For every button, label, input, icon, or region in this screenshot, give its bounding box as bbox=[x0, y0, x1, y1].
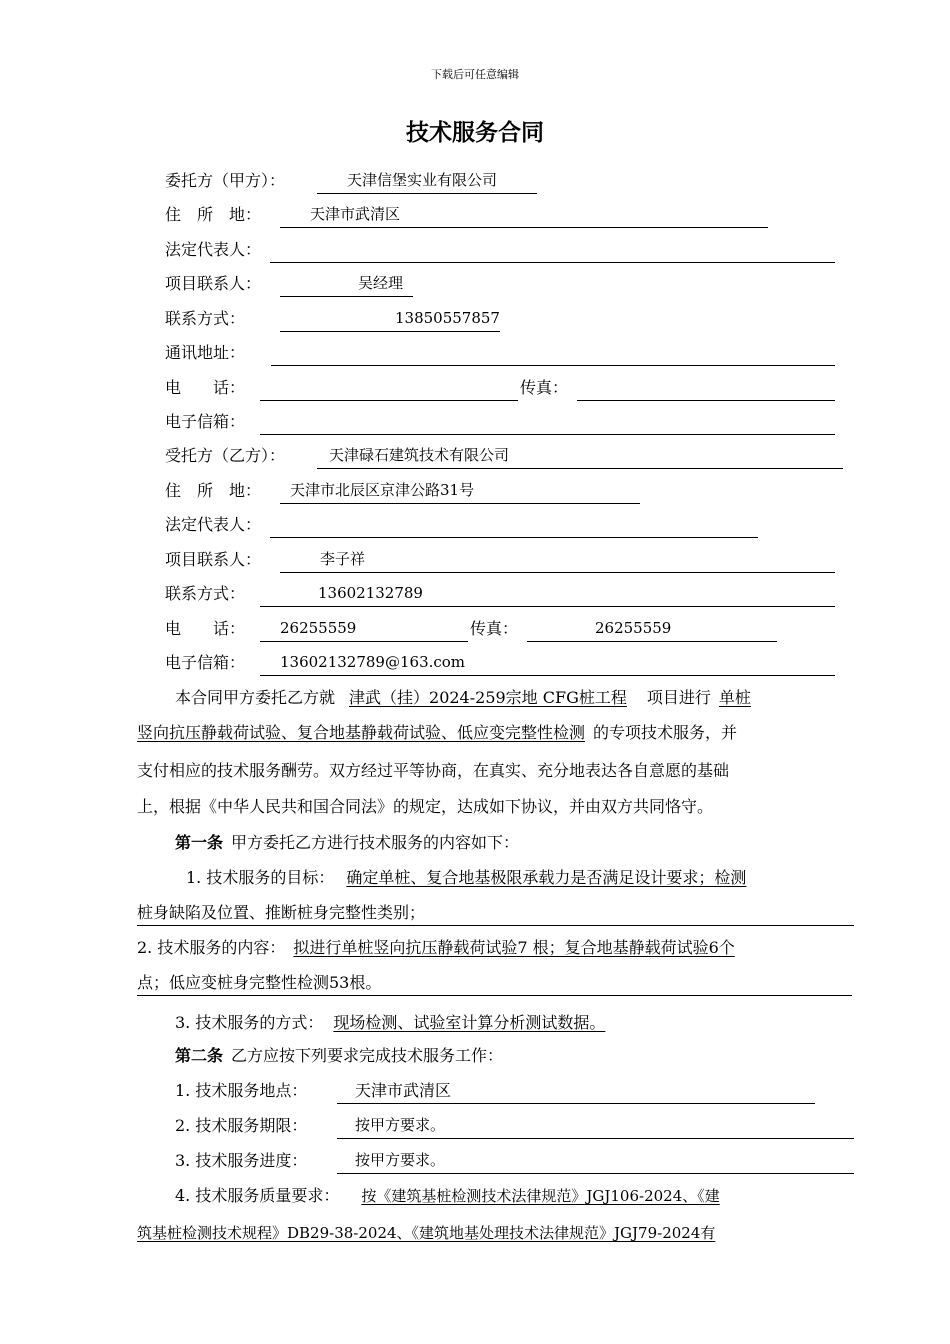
client-label: 委托方（甲方）： bbox=[165, 171, 286, 190]
intro-line-1 bbox=[175, 685, 751, 711]
client-phone-label: 联系方式： bbox=[165, 309, 246, 328]
article-2-item-3-field: 按甲方要求。 bbox=[337, 1148, 854, 1174]
client-address-label: 住 所 地： bbox=[165, 205, 262, 224]
client-tel-field bbox=[260, 375, 518, 401]
intro-line-2 bbox=[137, 720, 737, 746]
client-contact-field: 吴经理 bbox=[280, 271, 413, 297]
service-scope-start: 单桩 bbox=[718, 688, 751, 707]
article-2-item-1-label: 1. 技术服务地点： bbox=[175, 1081, 308, 1100]
article-2-item-4 bbox=[175, 1183, 720, 1209]
trustee-contact-field: 李子祥 bbox=[280, 547, 835, 573]
trustee-email-label: 电子信箱： bbox=[165, 653, 246, 672]
trustee-address-label: 住 所 地： bbox=[165, 481, 262, 500]
trustee-name-field: 天津碌石建筑技术有限公司 bbox=[317, 443, 843, 469]
client-address-field: 天津市武清区 bbox=[280, 202, 768, 228]
project-name: 津武（挂）2024-259宗地 CFG桩工程 bbox=[349, 688, 627, 707]
trustee-legal-rep-field bbox=[270, 512, 758, 538]
article-1-item-1-value: 确定单桩、复合地基极限承载力是否满足设计要求；检测 bbox=[346, 868, 747, 887]
trustee-phone-label: 联系方式： bbox=[165, 584, 246, 603]
client-fax-label: 传真： bbox=[520, 378, 569, 397]
article-1-item-1-cont-field: 桩身缺陷及位置、推断桩身完整性类别； bbox=[137, 900, 854, 926]
article-1-heading: 第一条 bbox=[175, 833, 224, 852]
client-email-field bbox=[260, 409, 835, 435]
intro-text-1: 本合同甲方委托乙方就 bbox=[175, 688, 336, 707]
article-1-item-1 bbox=[186, 865, 746, 891]
article-1-item-2-label: 2. 技术服务的内容： bbox=[137, 938, 286, 957]
client-mail-address-field bbox=[271, 340, 835, 366]
intro-line-3: 支付相应的技术服务酬劳。双方经过平等协商，在真实、充分地表达各自意愿的基础 bbox=[137, 761, 730, 780]
client-phone-field: 13850557857 bbox=[280, 306, 500, 332]
trustee-tel-field: 26255559 bbox=[260, 616, 468, 642]
article-1-heading-row bbox=[175, 830, 519, 856]
intro-text-2: 项目进行 bbox=[646, 688, 711, 707]
article-2-heading: 第二条 bbox=[175, 1046, 224, 1065]
article-2-item-4-label: 4. 技术服务质量要求： bbox=[175, 1186, 340, 1205]
service-scope: 竖向抗压静载荷试验、复合地基静载荷试验、低应变完整性检测 bbox=[137, 723, 586, 742]
article-1-item-3-label: 3. 技术服务的方式： bbox=[175, 1013, 324, 1032]
client-name-field: 天津信堡实业有限公司 bbox=[317, 168, 537, 194]
trustee-address-field: 天津市北辰区京津公路31号 bbox=[280, 478, 640, 504]
article-2-heading-row bbox=[175, 1043, 503, 1069]
document-title: 技术服务合同 bbox=[406, 120, 544, 146]
article-1-item-3-value: 现场检测、试验室计算分析测试数据。 bbox=[333, 1013, 606, 1032]
article-1-item-2-cont-field: 点；低应变桩身完整性检测53根。 bbox=[137, 970, 852, 996]
article-2-item-2-label: 2. 技术服务期限： bbox=[175, 1116, 308, 1135]
trustee-fax-field: 26255559 bbox=[527, 616, 777, 642]
article-1-item-3 bbox=[175, 1010, 605, 1036]
trustee-legal-rep-label: 法定代表人： bbox=[165, 515, 262, 534]
article-2-item-4-cont bbox=[137, 1220, 715, 1246]
article-2-item-2-field: 按甲方要求。 bbox=[337, 1113, 854, 1139]
trustee-fax-label: 传真： bbox=[470, 619, 519, 638]
client-legal-rep-label: 法定代表人： bbox=[165, 240, 262, 259]
intro-text-3: 的专项技术服务，并 bbox=[593, 723, 738, 742]
intro-line-4: 上，根据《中华人民共和国合同法》的规定，达成如下协议，并由双方共同恪守。 bbox=[137, 797, 714, 816]
client-email-label: 电子信箱： bbox=[165, 412, 246, 431]
article-2-item-3-label: 3. 技术服务进度： bbox=[175, 1151, 308, 1170]
article-2-item-1-field: 天津市武清区 bbox=[337, 1078, 815, 1104]
client-legal-rep-field bbox=[270, 237, 835, 263]
client-tel-label: 电 话： bbox=[165, 378, 246, 397]
article-1-item-1-cont bbox=[137, 900, 854, 926]
trustee-label: 受托方（乙方）： bbox=[165, 446, 286, 465]
article-2-item-4-value: 按《建筑基桩检测技术法律规范》JGJ106-2024、《建 bbox=[361, 1187, 720, 1205]
trustee-phone-field: 13602132789 bbox=[260, 581, 835, 607]
client-mail-address-label: 通讯地址： bbox=[165, 343, 246, 362]
trustee-email-field: 13602132789@163.com bbox=[260, 650, 835, 676]
trustee-contact-label: 项目联系人： bbox=[165, 550, 262, 569]
article-1-item-2 bbox=[137, 935, 735, 961]
page-header-note: 下载后可任意编辑 bbox=[431, 68, 519, 81]
article-1-text: 甲方委托乙方进行技术服务的内容如下： bbox=[231, 833, 520, 852]
article-1-item-2-cont bbox=[137, 970, 852, 996]
trustee-tel-label: 电 话： bbox=[165, 619, 246, 638]
client-fax-field bbox=[577, 375, 835, 401]
article-1-item-1-label: 1. 技术服务的目标： bbox=[186, 868, 335, 887]
article-1-item-2-value: 拟进行单桩竖向抗压静载荷试验7 根；复合地基静载荷试验6个 bbox=[293, 938, 735, 957]
article-2-text: 乙方应按下列要求完成技术服务工作： bbox=[231, 1046, 504, 1065]
article-2-item-4-cont-value: 筑基桩检测技术规程》DB29-38-2024、《建筑地基处理技术法律规范》JGJ79-2024有 bbox=[137, 1224, 716, 1242]
client-contact-label: 项目联系人： bbox=[165, 274, 262, 293]
